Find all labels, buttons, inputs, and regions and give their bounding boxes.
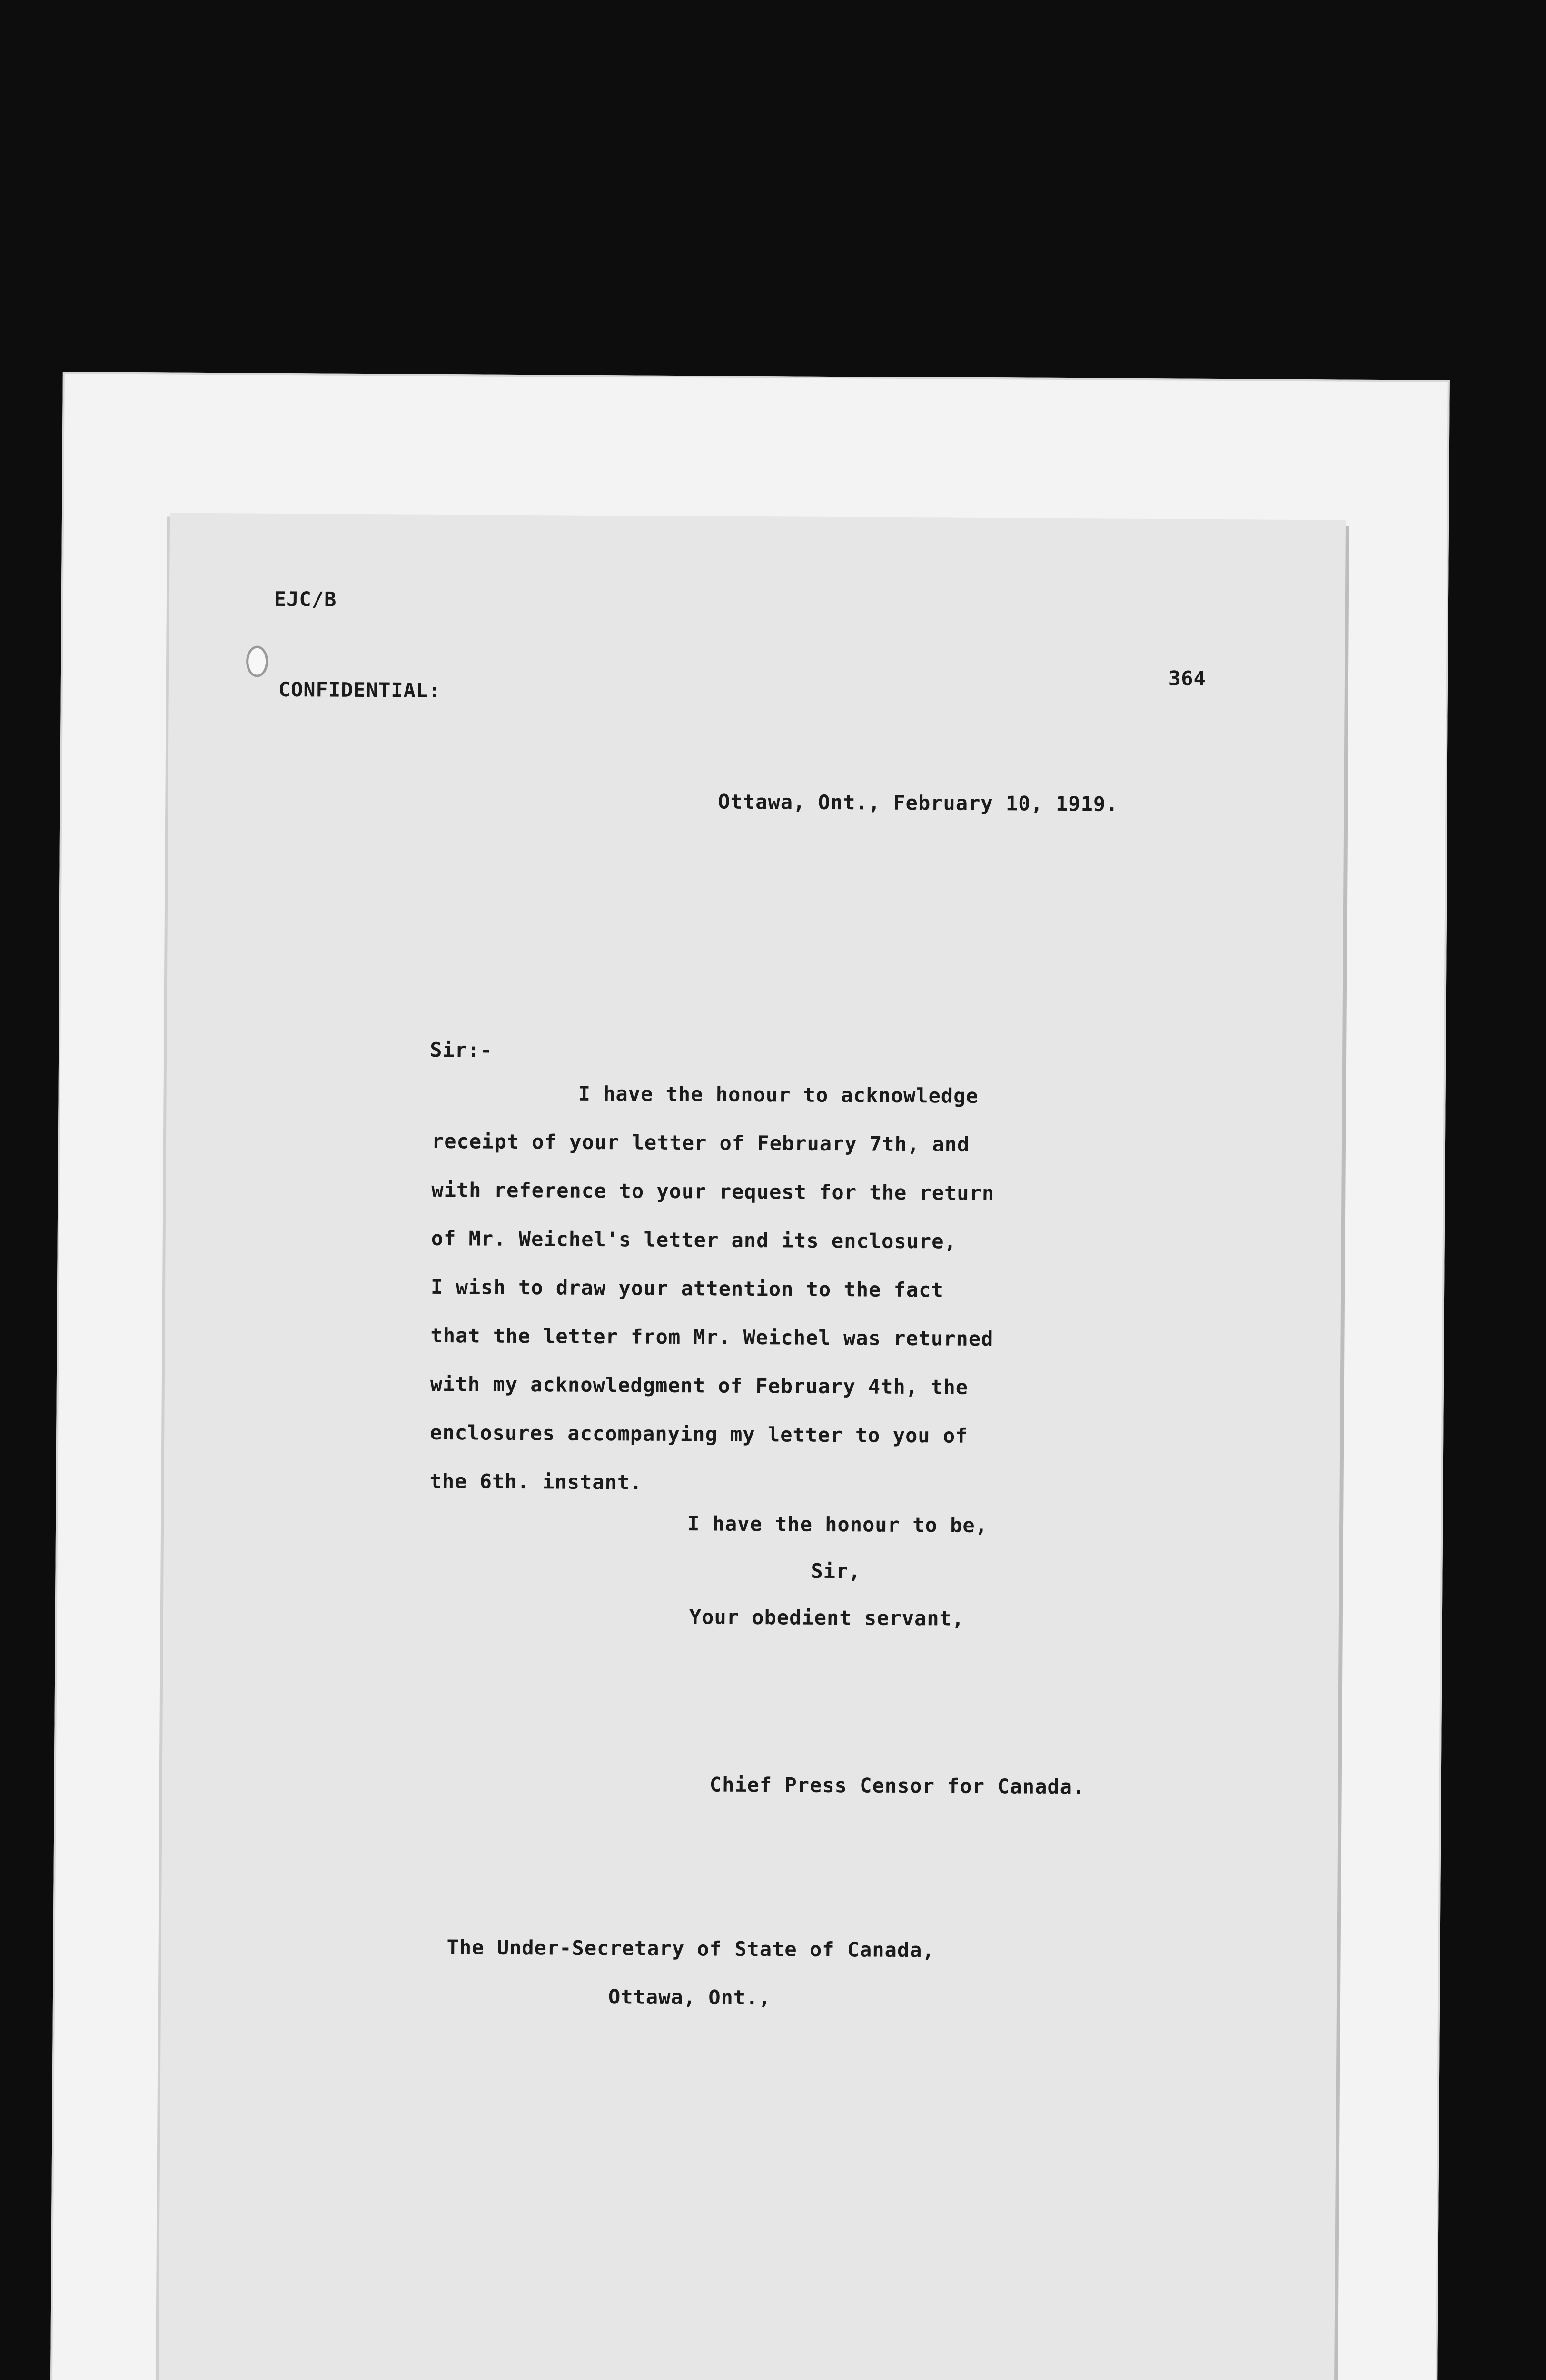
addressee-line-1: The Under-Secretary of State of Canada, [446, 1935, 935, 1962]
body-line-6: that the letter from Mr. Weichel was returned [430, 1323, 994, 1351]
body-line-8: enclosures accompanying my letter to you of [430, 1420, 968, 1448]
reference-initials: EJC/B [274, 587, 337, 611]
date-line: Ottawa, Ont., February 10, 1919. [718, 790, 1119, 816]
salutation: Sir:- [430, 1038, 493, 1062]
closing-line-2: Sir, [811, 1559, 861, 1583]
closing-line-3: Your obedient servant, [689, 1605, 965, 1630]
addressee-line-2: Ottawa, Ont., [608, 1985, 771, 2010]
signature-title: Chief Press Censor for Canada. [709, 1773, 1085, 1799]
body-line-9: the 6th. instant. [429, 1469, 643, 1494]
body-line-3: with reference to your request for the return [431, 1178, 995, 1205]
closing-line-1: I have the honour to be, [687, 1512, 988, 1537]
classification-label: CONFIDENTIAL: [278, 677, 441, 702]
body-line-4: of Mr. Weichel's letter and its enclosure, [431, 1226, 957, 1253]
body-line-1: I have the honour to acknowledge [578, 1081, 979, 1108]
page-number: 364 [1168, 666, 1206, 690]
body-line-2: receipt of your letter of February 7th, and [431, 1129, 970, 1156]
punch-hole [246, 645, 268, 677]
letter-sheet [159, 513, 1346, 2380]
body-line-7: with my acknowledgment of February 4th, the [430, 1372, 969, 1399]
body-line-5: I wish to draw your attention to the fact [430, 1275, 944, 1302]
